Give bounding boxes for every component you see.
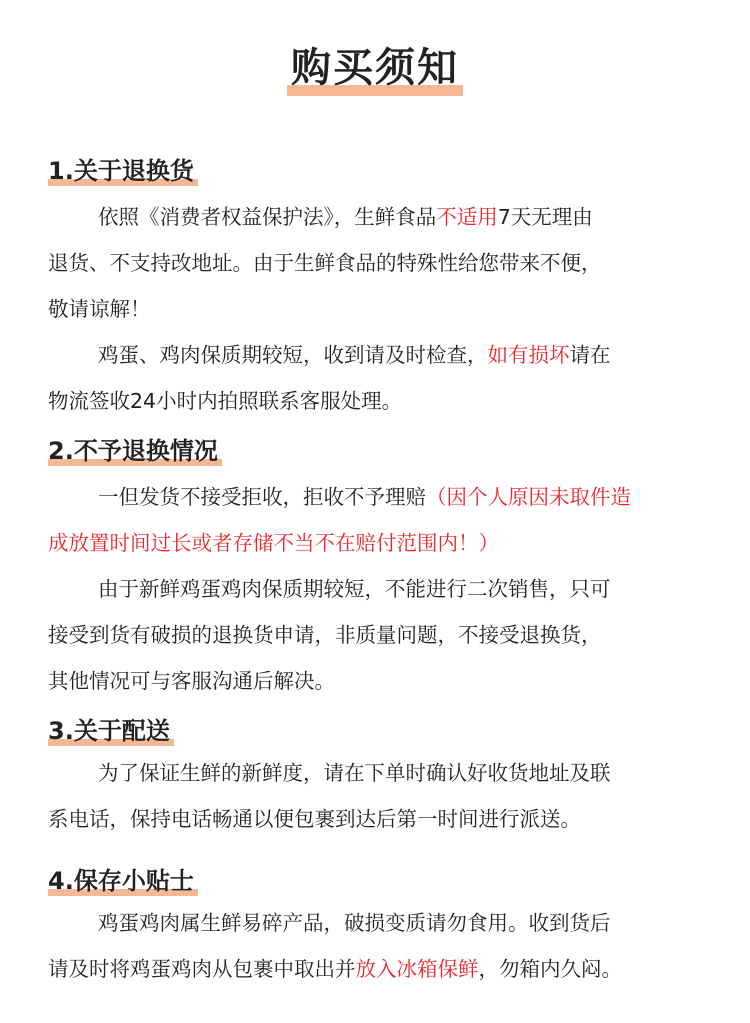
text-span: 依照《消费者权益保护法》，生鲜食品 bbox=[98, 205, 437, 229]
section-heading: 4.保存小贴士 bbox=[48, 866, 198, 896]
emphasis-text-line: 成放置时间过长或者存储不当不在赔付范围内！） bbox=[48, 531, 499, 555]
section-returns bbox=[48, 156, 728, 424]
text-span: ，勿箱内久闷。 bbox=[478, 957, 622, 981]
text-span: 请在 bbox=[569, 343, 611, 367]
paragraph bbox=[48, 900, 728, 992]
paragraph bbox=[48, 566, 728, 704]
text-span: 一但发货不接受拒收，拒收不予理赔 bbox=[98, 485, 426, 509]
text-line bbox=[48, 474, 728, 520]
text-line: 接受到货有破损的退换货申请，非质量问题，不接受退换货， bbox=[48, 623, 602, 647]
paragraph bbox=[48, 332, 728, 424]
section-heading: 2.不予退换情况 bbox=[48, 436, 222, 466]
section-delivery bbox=[48, 716, 728, 842]
text-line bbox=[48, 946, 728, 992]
text-line: 由于新鲜鸡蛋鸡肉保质期较短，不能进行二次销售，只可 bbox=[98, 577, 611, 601]
text-span: 鸡蛋、鸡肉保质期较短，收到请及时检查， bbox=[98, 343, 488, 367]
paragraph bbox=[48, 194, 728, 332]
emphasis-text: （因个人原因未取件造 bbox=[426, 485, 631, 509]
page-title-text: 购买须知 bbox=[287, 40, 463, 96]
text-span: 请及时将鸡蛋鸡肉从包裹中取出并 bbox=[48, 957, 356, 981]
text-line bbox=[48, 332, 728, 378]
text-line: 鸡蛋鸡肉属生鲜易碎产品，破损变质请勿食用。收到货后 bbox=[98, 911, 611, 935]
text-span: 7天无理由 bbox=[497, 205, 593, 229]
emphasis-text: 放入冰箱保鲜 bbox=[355, 957, 479, 981]
emphasis-text: 不适用 bbox=[436, 205, 498, 229]
text-line bbox=[48, 194, 728, 240]
text-line: 为了保证生鲜的新鲜度，请在下单时确认好收货地址及联 bbox=[98, 761, 611, 785]
emphasis-text: 如有损坏 bbox=[487, 343, 570, 367]
section-non-returnable bbox=[48, 436, 728, 704]
section-heading: 3.关于配送 bbox=[48, 716, 174, 746]
text-line: 敬请谅解！ bbox=[48, 297, 151, 321]
text-line: 其他情况可与客服沟通后解决。 bbox=[48, 669, 335, 693]
section-storage-tips bbox=[48, 866, 728, 992]
text-line: 退货、不支持改地址。由于生鲜食品的特殊性给您带来不便， bbox=[48, 251, 602, 275]
page-title bbox=[0, 40, 750, 96]
section-heading: 1.关于退换货 bbox=[48, 156, 198, 186]
paragraph bbox=[48, 750, 728, 842]
text-line: 系电话，保持电话畅通以便包裹到达后第一时间进行派送。 bbox=[48, 807, 581, 831]
text-line: 物流签收24小时内拍照联系客服处理。 bbox=[48, 389, 403, 413]
paragraph bbox=[48, 474, 728, 566]
